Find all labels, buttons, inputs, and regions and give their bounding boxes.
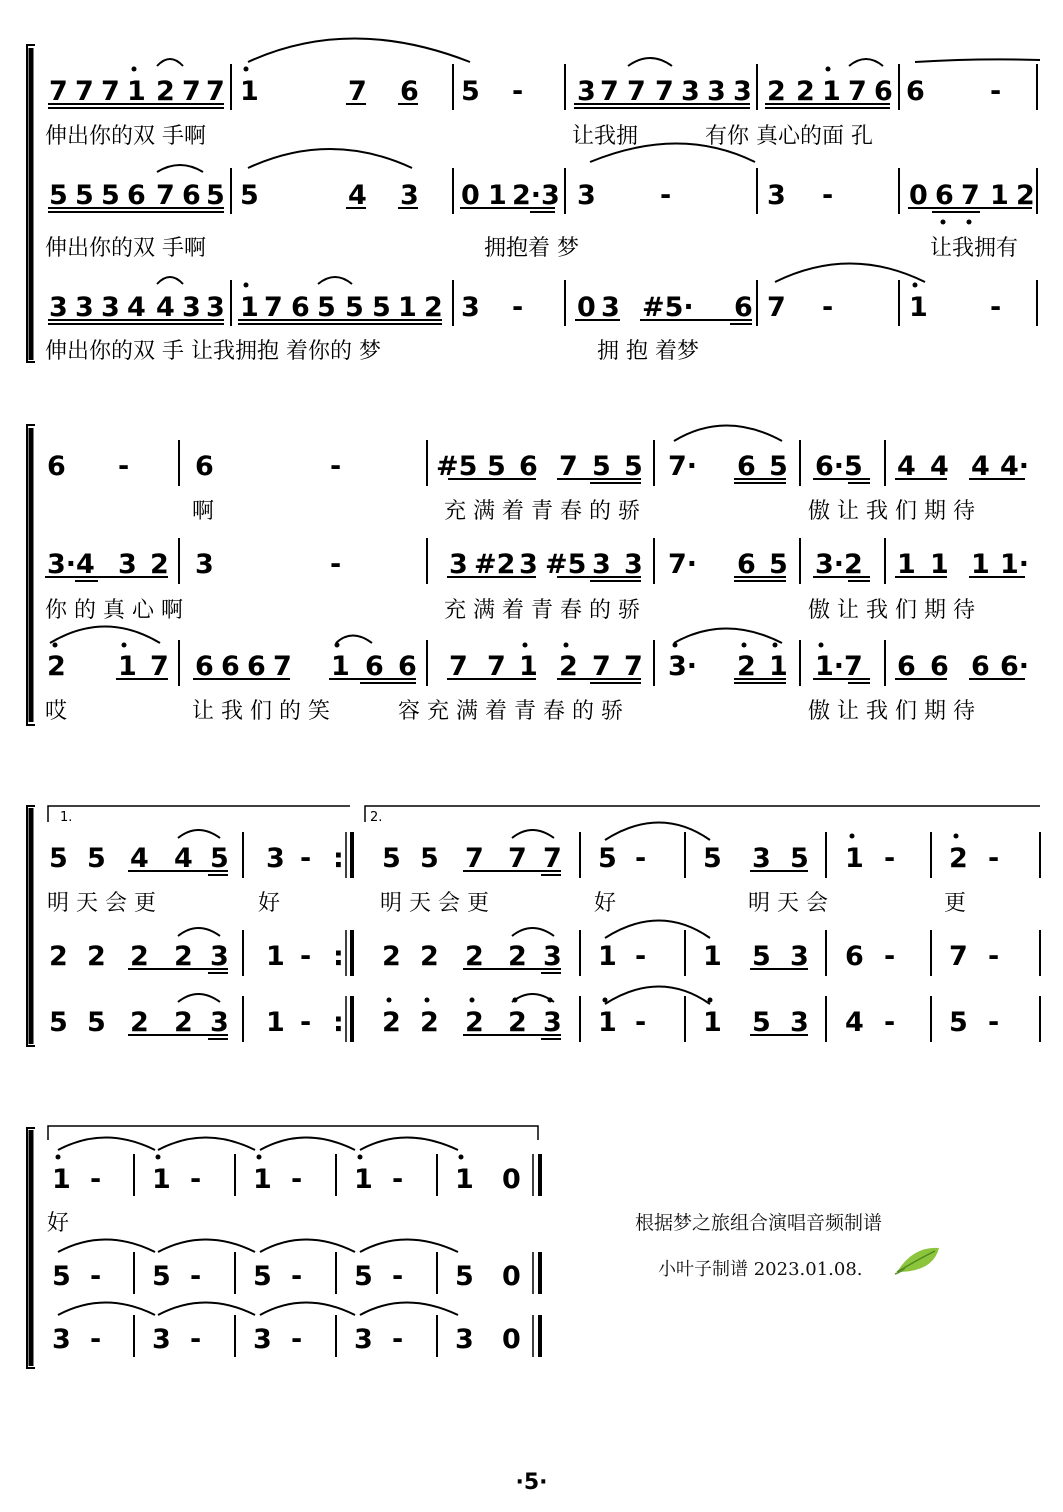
svg-text:-: -: [512, 292, 524, 323]
svg-text:1: 1: [127, 76, 146, 107]
svg-text:5: 5: [455, 1261, 474, 1292]
svg-text:3: 3: [210, 1007, 229, 1038]
svg-text:3: 3: [577, 76, 596, 107]
svg-text:7: 7: [206, 76, 225, 107]
system-2: [27, 425, 1029, 725]
lyric: 好: [594, 891, 617, 916]
lyric: 伸出你的双 手啊: [45, 236, 206, 261]
svg-text:-: -: [660, 180, 672, 211]
lyric: 充 满 着 青 春 的 骄: [444, 499, 640, 524]
svg-text:5: 5: [487, 451, 506, 482]
svg-text:7·: 7·: [668, 451, 698, 482]
svg-text:-: -: [291, 1164, 303, 1195]
svg-text:2: 2: [737, 651, 756, 682]
svg-text:1: 1: [118, 651, 137, 682]
svg-text:2: 2: [382, 1007, 401, 1038]
svg-text:3: 3: [253, 1324, 272, 1355]
svg-text:4: 4: [897, 451, 916, 482]
svg-text:2: 2: [420, 941, 439, 972]
svg-text:1: 1: [398, 292, 417, 323]
svg-text:2: 2: [47, 651, 66, 682]
lyric: 傲 让 我 们 期 待: [808, 598, 975, 623]
svg-text:-: -: [330, 549, 342, 580]
svg-text:-: -: [822, 292, 834, 323]
svg-text:6: 6: [930, 651, 949, 682]
svg-text:3: 3: [543, 1007, 562, 1038]
svg-text:1: 1: [703, 941, 722, 972]
svg-text:3: 3: [624, 549, 643, 580]
svg-text:2: 2: [767, 76, 786, 107]
svg-text:3: 3: [400, 180, 419, 211]
system-3-part-1-dots: [850, 834, 959, 839]
svg-text:2: 2: [174, 1007, 193, 1038]
svg-text:1: 1: [455, 1164, 474, 1195]
svg-text:4: 4: [130, 843, 149, 874]
svg-text:-: -: [635, 941, 647, 972]
svg-text:7: 7: [559, 451, 578, 482]
svg-text:#2: #2: [474, 549, 516, 580]
svg-text:2: 2: [949, 843, 968, 874]
svg-text:6: 6: [845, 941, 864, 972]
svg-text:-: -: [988, 843, 1000, 874]
svg-text:7: 7: [101, 76, 120, 107]
lyric: 好: [47, 1211, 70, 1236]
svg-text:-: -: [635, 843, 647, 874]
credit-source: 根据梦之旅组合演唱音频制谱: [635, 1212, 883, 1234]
svg-text::: :: [333, 941, 344, 972]
svg-text:1: 1: [598, 1007, 617, 1038]
svg-text:2: 2: [465, 941, 484, 972]
svg-text:1: 1: [240, 292, 259, 323]
svg-text:7: 7: [600, 76, 619, 107]
system-2-part-1-notes: [47, 451, 1029, 482]
svg-text:7: 7: [49, 76, 68, 107]
lyric: 傲 让 我 们 期 待: [808, 699, 975, 724]
system-4-part-3-notes: [52, 1324, 521, 1355]
svg-text:1: 1: [845, 843, 864, 874]
lyric: 让 我 们 的 笑: [192, 699, 330, 724]
lyric: 有你 真心的面 孔: [705, 124, 873, 149]
svg-text:5: 5: [87, 1007, 106, 1038]
svg-text:1: 1: [598, 941, 617, 972]
svg-text:5: 5: [598, 843, 617, 874]
volta-brackets: [48, 806, 1040, 822]
svg-text:-: -: [392, 1164, 404, 1195]
svg-text:6: 6: [195, 451, 214, 482]
svg-text:7: 7: [624, 651, 643, 682]
svg-text:3: 3: [210, 941, 229, 972]
svg-text:3: 3: [577, 180, 596, 211]
lyric: 更: [944, 891, 967, 916]
svg-text:7: 7: [487, 651, 506, 682]
svg-text:4: 4: [971, 451, 990, 482]
svg-text:-: -: [90, 1164, 102, 1195]
svg-text:3: 3: [592, 549, 611, 580]
svg-text:5: 5: [210, 843, 229, 874]
svg-text:0: 0: [577, 292, 596, 323]
svg-text:3: 3: [707, 76, 726, 107]
svg-text:5: 5: [49, 1007, 68, 1038]
svg-text:3: 3: [206, 292, 225, 323]
svg-text:4·: 4·: [1000, 451, 1030, 482]
svg-text:6: 6: [874, 76, 893, 107]
svg-text:6: 6: [519, 451, 538, 482]
svg-text:2: 2: [150, 549, 169, 580]
svg-text:1: 1: [253, 1164, 272, 1195]
svg-text:5: 5: [152, 1261, 171, 1292]
svg-text:2: 2: [796, 76, 815, 107]
svg-text:5: 5: [461, 76, 480, 107]
svg-text:-: -: [330, 451, 342, 482]
svg-text:6: 6: [182, 180, 201, 211]
volta-1-label: 1.: [60, 810, 73, 825]
svg-text:3: 3: [733, 76, 752, 107]
svg-text:5: 5: [382, 843, 401, 874]
lyric: 充 满 着 青 春 的 骄: [444, 598, 640, 623]
system-3-part-1-marks: [128, 823, 1040, 879]
svg-text:0: 0: [461, 180, 480, 211]
svg-text:2: 2: [508, 941, 527, 972]
svg-text:2: 2: [559, 651, 578, 682]
svg-text:3: 3: [49, 292, 68, 323]
lyric: 拥抱着 梦: [484, 236, 579, 261]
svg-text:5: 5: [592, 451, 611, 482]
system-4: [27, 1126, 540, 1368]
svg-text:6: 6: [737, 549, 756, 580]
svg-text:2: 2: [49, 941, 68, 972]
svg-text:3: 3: [101, 292, 120, 323]
svg-text:1·: 1·: [1000, 549, 1030, 580]
svg-text:1: 1: [240, 76, 259, 107]
svg-text:-: -: [90, 1261, 102, 1292]
lyric: 容 充 满 着 青 春 的 骄: [398, 699, 623, 724]
svg-text:6: 6: [398, 651, 417, 682]
svg-text:#5: #5: [436, 451, 478, 482]
svg-text:-: -: [990, 292, 1002, 323]
svg-text:4: 4: [930, 451, 949, 482]
lyric: 伸出你的双 手啊: [45, 124, 206, 149]
svg-text:3: 3: [461, 292, 480, 323]
svg-text:4: 4: [174, 843, 193, 874]
svg-text:6: 6: [971, 651, 990, 682]
svg-text:3·2: 3·2: [815, 549, 863, 580]
svg-text:0: 0: [502, 1324, 521, 1355]
svg-text:3: 3: [52, 1324, 71, 1355]
system-1-part-3-notes: [49, 292, 1001, 323]
system-4-part-2-notes: [52, 1261, 521, 1292]
svg-text:6: 6: [247, 651, 266, 682]
svg-text:3: 3: [118, 549, 137, 580]
svg-text:5: 5: [87, 843, 106, 874]
credit-author-date: 小叶子制谱 2023.01.08.: [658, 1259, 863, 1280]
svg-text:5: 5: [253, 1261, 272, 1292]
svg-text:3·4: 3·4: [47, 549, 95, 580]
svg-text:-: -: [635, 1007, 647, 1038]
svg-text:1: 1: [519, 651, 538, 682]
svg-text:3: 3: [767, 180, 786, 211]
system-4-part-1-dots: [56, 1155, 464, 1160]
system-1-part-2-dots: [941, 220, 972, 225]
lyric: 明 天 会 更: [47, 891, 156, 916]
svg-text:7: 7: [182, 76, 201, 107]
lyric: 好: [258, 891, 281, 916]
lyric: 你 的 真 心 啊: [45, 598, 183, 623]
svg-text:-: -: [392, 1324, 404, 1355]
system-3-part-3-notes: [49, 1007, 999, 1038]
svg-text:-: -: [190, 1164, 202, 1195]
page-number: ·5·: [515, 1470, 548, 1495]
system-3: [27, 806, 1040, 1046]
svg-text:-: -: [291, 1261, 303, 1292]
svg-text:3: 3: [752, 843, 771, 874]
svg-text:0: 0: [502, 1164, 521, 1195]
svg-text:2: 2: [174, 941, 193, 972]
svg-text:2: 2: [420, 1007, 439, 1038]
svg-text:7: 7: [156, 180, 175, 211]
system-1-part-3-dots: [244, 283, 918, 288]
svg-text:4: 4: [348, 180, 367, 211]
svg-text:-: -: [300, 843, 312, 874]
lyric: 哎: [45, 699, 68, 724]
svg-text:-: -: [884, 843, 896, 874]
svg-text:-: -: [190, 1261, 202, 1292]
svg-text:6: 6: [195, 651, 214, 682]
svg-text:5: 5: [949, 1007, 968, 1038]
svg-text:5: 5: [345, 292, 364, 323]
svg-text:-: -: [512, 76, 524, 107]
svg-text:7: 7: [348, 76, 367, 107]
svg-text:-: -: [988, 941, 1000, 972]
svg-text:3: 3: [790, 1007, 809, 1038]
svg-text:0: 0: [909, 180, 928, 211]
svg-text:7: 7: [655, 76, 674, 107]
system-3-part-1-notes: [49, 843, 999, 874]
system-1-part-2-notes: [49, 180, 1035, 211]
svg-text:3: 3: [601, 292, 620, 323]
svg-text::: :: [333, 1007, 344, 1038]
svg-text:3: 3: [182, 292, 201, 323]
lyric: 让我拥有: [930, 236, 1019, 261]
svg-text:-: -: [392, 1261, 404, 1292]
svg-text:6: 6: [737, 451, 756, 482]
leaf-icon: [893, 1242, 943, 1276]
svg-text:3: 3: [75, 292, 94, 323]
svg-text:6: 6: [365, 651, 384, 682]
svg-text:1: 1: [52, 1164, 71, 1195]
svg-text:2: 2: [87, 941, 106, 972]
svg-text:5: 5: [317, 292, 336, 323]
svg-text:4: 4: [845, 1007, 864, 1038]
svg-text:5: 5: [354, 1261, 373, 1292]
svg-text:3: 3: [681, 76, 700, 107]
svg-text:-: -: [90, 1324, 102, 1355]
svg-text:-: -: [118, 451, 130, 482]
svg-text:-: -: [291, 1324, 303, 1355]
svg-text:6: 6: [221, 651, 240, 682]
lyric: 啊: [192, 499, 215, 524]
svg-text:-: -: [822, 180, 834, 211]
svg-text:-: -: [300, 941, 312, 972]
svg-text:1: 1: [354, 1164, 373, 1195]
svg-text:7: 7: [449, 651, 468, 682]
svg-text:2: 2: [465, 1007, 484, 1038]
svg-text:7: 7: [592, 651, 611, 682]
svg-text:7: 7: [543, 843, 562, 874]
svg-text:7: 7: [949, 941, 968, 972]
lyric: 明 天 会 更: [380, 891, 489, 916]
svg-text:6: 6: [897, 651, 916, 682]
svg-text:3·: 3·: [668, 651, 698, 682]
svg-text:7: 7: [465, 843, 484, 874]
lyric: 明 天 会: [748, 891, 828, 916]
svg-text:5: 5: [75, 180, 94, 211]
svg-text:5: 5: [624, 451, 643, 482]
system-1: [27, 39, 1040, 365]
svg-text:3: 3: [152, 1324, 171, 1355]
svg-text:5: 5: [752, 1007, 771, 1038]
svg-text:5: 5: [769, 451, 788, 482]
svg-text:6: 6: [906, 76, 925, 107]
svg-text:7: 7: [961, 180, 980, 211]
svg-text:2·3: 2·3: [512, 180, 560, 211]
svg-text:1: 1: [152, 1164, 171, 1195]
svg-text:1: 1: [488, 180, 507, 211]
svg-text:5: 5: [101, 180, 120, 211]
svg-text:2: 2: [1016, 180, 1035, 211]
system-1-part-1-dots: [132, 67, 831, 72]
svg-text:4: 4: [156, 292, 175, 323]
svg-text:7: 7: [848, 76, 867, 107]
svg-text:1: 1: [266, 1007, 285, 1038]
svg-text:2: 2: [382, 941, 401, 972]
svg-text:1: 1: [703, 1007, 722, 1038]
system-3-part-3-marks: [128, 987, 1040, 1043]
svg-text:7: 7: [264, 292, 283, 323]
svg-text:2: 2: [130, 1007, 149, 1038]
svg-text:1: 1: [930, 549, 949, 580]
svg-text:5: 5: [769, 549, 788, 580]
svg-text:6·: 6·: [1000, 651, 1030, 682]
system-2-part-2-notes: [47, 549, 1029, 580]
svg-text:3: 3: [354, 1324, 373, 1355]
lyric: 让我拥: [572, 124, 639, 149]
svg-text:5: 5: [420, 843, 439, 874]
lyric: 拥 抱 着梦: [597, 339, 699, 364]
svg-text:5: 5: [752, 941, 771, 972]
volta-2-label: 2.: [370, 810, 383, 825]
system-1-part-1-notes: [49, 76, 1001, 107]
svg-text:6: 6: [935, 180, 954, 211]
svg-text:6: 6: [127, 180, 146, 211]
svg-text:-: -: [988, 1007, 1000, 1038]
svg-text:7: 7: [627, 76, 646, 107]
svg-text:1·7: 1·7: [815, 651, 863, 682]
svg-text:-: -: [884, 941, 896, 972]
svg-text:7: 7: [273, 651, 292, 682]
svg-text:1: 1: [822, 76, 841, 107]
lyric: 伸出你的双 手 让我拥抱 着你的 梦: [45, 339, 381, 364]
svg-text:2: 2: [156, 76, 175, 107]
svg-text:0: 0: [502, 1261, 521, 1292]
svg-text:5: 5: [49, 843, 68, 874]
svg-text:5: 5: [206, 180, 225, 211]
svg-text:#5·: #5·: [642, 292, 694, 323]
svg-text:2: 2: [424, 292, 443, 323]
svg-text:1: 1: [331, 651, 350, 682]
svg-text:3: 3: [455, 1324, 474, 1355]
svg-text:5: 5: [703, 843, 722, 874]
svg-text:5: 5: [52, 1261, 71, 1292]
svg-text:1: 1: [769, 651, 788, 682]
system-2-part-3-dots: [53, 643, 824, 648]
svg-text:4: 4: [127, 292, 146, 323]
svg-text:-: -: [300, 1007, 312, 1038]
svg-text:-: -: [884, 1007, 896, 1038]
svg-text:7: 7: [150, 651, 169, 682]
system-2-part-3-notes: [47, 651, 1029, 682]
svg-text:2: 2: [508, 1007, 527, 1038]
svg-text:1: 1: [897, 549, 916, 580]
system-3-part-3-dots: [387, 998, 713, 1003]
svg-text:5: 5: [240, 180, 259, 211]
svg-text:6·5: 6·5: [815, 451, 863, 482]
svg-text:2: 2: [130, 941, 149, 972]
svg-text:1: 1: [990, 180, 1009, 211]
svg-text:7: 7: [75, 76, 94, 107]
svg-text:1: 1: [909, 292, 928, 323]
svg-text:3: 3: [266, 843, 285, 874]
svg-text:3: 3: [790, 941, 809, 972]
svg-text:6: 6: [734, 292, 753, 323]
system-3-part-2-marks: [128, 921, 1040, 977]
svg-text:7: 7: [767, 292, 786, 323]
svg-text:3: 3: [519, 549, 538, 580]
svg-text:3: 3: [449, 549, 468, 580]
svg-text:6: 6: [291, 292, 310, 323]
svg-text:3: 3: [195, 549, 214, 580]
svg-text:#5: #5: [545, 549, 587, 580]
svg-text:-: -: [190, 1324, 202, 1355]
svg-text:5: 5: [790, 843, 809, 874]
svg-text:1: 1: [971, 549, 990, 580]
system-3-part-2-notes: [49, 941, 999, 972]
svg-text::: :: [333, 843, 344, 874]
svg-text:7·: 7·: [668, 549, 698, 580]
svg-text:5: 5: [372, 292, 391, 323]
svg-text:1: 1: [266, 941, 285, 972]
system-4-part-1-notes: [52, 1164, 521, 1195]
svg-text:-: -: [990, 76, 1002, 107]
svg-text:7: 7: [508, 843, 527, 874]
lyric: 傲 让 我 们 期 待: [808, 499, 975, 524]
svg-text:6: 6: [400, 76, 419, 107]
svg-text:6: 6: [47, 451, 66, 482]
svg-text:5: 5: [49, 180, 68, 211]
svg-text:3: 3: [543, 941, 562, 972]
